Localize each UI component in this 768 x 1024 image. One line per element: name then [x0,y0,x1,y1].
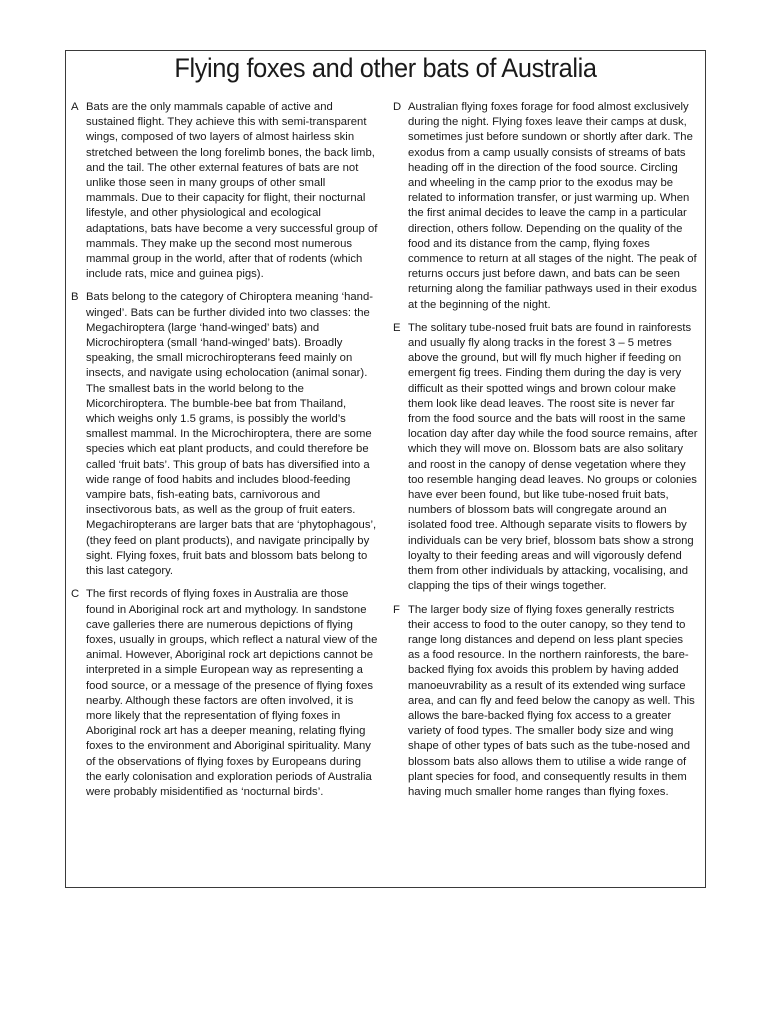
left-column [71,100,378,808]
section-letter: A [71,101,79,113]
section-letter: D [393,101,402,113]
section-text: Bats belong to the category of Chiroptera meaning ‘hand-winged’. Bats can be further divided into two classes: the Megachiroptera (large ‘hand-winged’ bats) and Microchiroptera (small ‘hand-winged’ bats). Broadly speaking, the small microchiropterans feed mainly on insects, and navigate using echolocation (animal sonar). The smallest bats in the world belong to the Micorchiroptera. The bumble-bee bat from Thailand, which weighs only 1.5 grams, is possibly the world’s smallest mammal. In the Microchiroptera, there are some species which eat plant products, and could therefore be called ‘fruit bats’. This group of bats has diversified into a wide range of food habits and includes blood-feeding vampire bats, fish-eating bats, carnivorous and insectivorous bats, as well as the group of fruit eaters. Megachiropterans are larger bats that are ‘phytophagous’, (they feed on plant products), and navigate principally by sight. Flying foxes, fruit bats and blossom bats belong to this last category. [86,291,377,578]
section-b [71,290,378,579]
section-letter: E [393,321,401,334]
section-letter: B [71,291,79,304]
section-e [393,321,698,595]
section-letter: F [393,603,400,616]
section-text: The first records of flying foxes in Australia are those found in Aboriginal rock art and mythology. In sandstone cave galleries there are numerous depictions of flying foxes, usually in groups, which reflect a natural view of the animal. However, Aboriginal rock art depictions cannot be interpreted in a simple European way as representing a food source, or a message of the presence of flying foxes nearby. Although these factors are often involved, it is more likely that the representation of flying foxes in Aboriginal rock art has a deeper meaning, relating flying foxes to the environment and Aboriginal spirituality. Many of the observations of flying foxes by Europeans during the early colonisation and exploration periods of Australia were probably misidentified as ‘nocturnal birds’. [86,588,378,798]
article-frame [65,50,706,888]
section-text: The larger body size of flying foxes generally restricts their access to food to the outer canopy, so they tend to range long distances and depend on less plant species as a food resource. In the northern rainforests, the bare-backed flying fox avoids this problem by having added manoeuvrability as a result of its extended wing surface area, and can fly and feed below the canopy as well. This allows the bare-backed flying fox access to a greater variety of food types. The smaller body size and wing shape of other types of bats such as the tube-nosed and blossom bats also allows them to utilise a wide range of plant species for food, and consequently results in them having much smaller home ranges than flying foxes. [408,603,695,798]
section-text: The solitary tube-nosed fruit bats are found in rainforests and usually fly along tracks in the forest 3 – 5 metres above the ground, but will fly much higher if feeding on emergent fig trees. Finding them during the day is very difficult as their spotted wings and brown colour make them look like dead leaves. The roost site is never far from the food source and the bats will roost in the same location day after day while the food source remains, after which they will move on. Blossom bats are also solitary and roost in the canopy of dense vegetation where they too resemble hanging dead leaves. No groups or colonies have ever been found, but like tube-nosed fruit bats, numbers of blossom bats will congregate around an isolated food tree. Although separate visits to flowers by individuals can be very brief, blossom bats show a strong loyalty to their feeding areas and will vigorously defend them from other individuals by attacking, vocalising, and clapping the tips of their wings together. [408,321,698,593]
page-title: Flying foxes and other bats of Australia [174,53,597,83]
section-f [393,603,698,801]
right-column [393,100,698,808]
section-text: Australian flying foxes forage for food almost exclusively during the night. Flying foxes leave their camps at dusk, sometimes just before sundown or shortly after dark. The exodus from a camp usually consists of streams of bats heading off in the direction of the food source. Circling and wheeling in the camp prior to the exodus may be related to information transfer, or just warming up. When the first animal decides to leave the camp in a particular direction, others follow. Depending on the quality of the food and its distance from the camp, flying foxes commence to return at all stages of the night. The peak of returns occurs just before dawn, and bats can be seen returning along the familiar pathways used in their exodus at the beginning of the night. [408,101,697,311]
section-letter: C [71,588,80,601]
section-d [393,100,698,313]
section-c [71,587,378,800]
section-a [71,100,378,282]
section-text: Bats are the only mammals capable of active and sustained flight. They achieve this with semi-transparent wings, composed of two layers of almost hairless skin stretched between the long forelimb bones, the back limb, and the tail. The other external features of bats are not unlike those seen in many groups of other small mammals. Due to their capacity for flight, their nocturnal lifestyle, and other physiological and ecological adaptations, bats have become a very successful group of mammals. They make up the second most numerous mammal group in the world, after that of rodents (which include rats, mice and guinea pigs). [86,101,378,281]
